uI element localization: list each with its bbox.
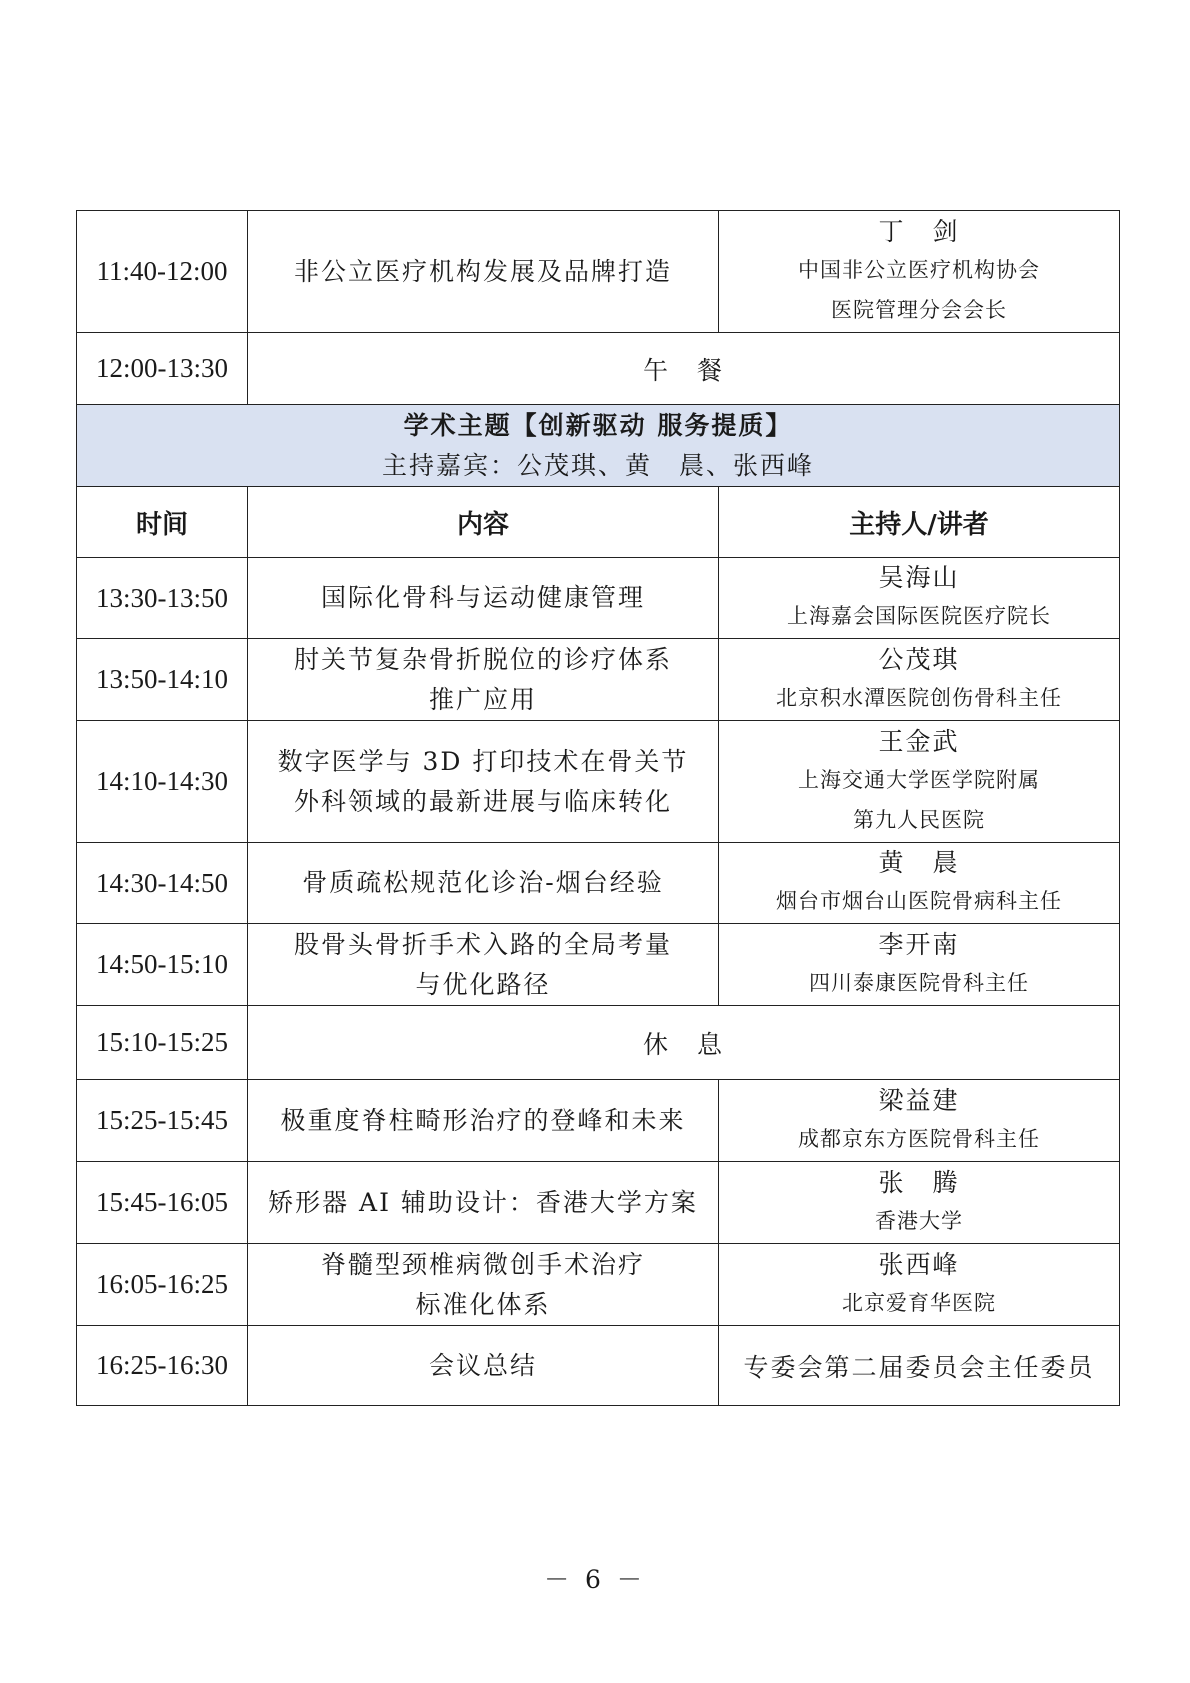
table-row xyxy=(77,333,1120,405)
table-row xyxy=(77,1326,1120,1406)
time-cell: 12:00-13:30 xyxy=(77,333,248,405)
column-header-row xyxy=(77,487,1120,558)
time-cell: 15:10-15:25 xyxy=(77,1006,248,1080)
speaker-title: 医院管理分会会长 xyxy=(831,297,1007,322)
content-cell xyxy=(248,211,719,333)
speaker-cell xyxy=(719,211,1120,333)
column-header-content: 内容 xyxy=(248,487,719,558)
speaker-title: 四川泰康医院骨科主任 xyxy=(809,970,1029,995)
speaker-name: 张 腾 xyxy=(878,1167,960,1197)
section-title: 学术主题【创新驱动 服务提质】 xyxy=(403,410,793,440)
content-line: 国际化骨科与运动健康管理 xyxy=(320,583,645,612)
speaker-cell: 专委会第二届委员会主任委员 xyxy=(719,1326,1120,1406)
content-cell xyxy=(248,1080,719,1162)
speaker-cell xyxy=(719,721,1120,843)
speaker-title: 上海嘉会国际医院医疗院长 xyxy=(787,604,1051,628)
content-line: 脊髓型颈椎病微创手术治疗 xyxy=(320,1249,645,1279)
table-row xyxy=(77,924,1120,1006)
table-row xyxy=(77,1080,1120,1162)
break-cell: 休 息 xyxy=(248,1006,1120,1080)
speaker-name: 公茂琪 xyxy=(878,644,960,674)
column-header-time: 时间 xyxy=(77,487,248,558)
section-hosts: 主持嘉宾：公茂琪、黄 晨、张西峰 xyxy=(381,450,814,480)
content-line: 矫形器 AI 辅助设计：香港大学方案 xyxy=(268,1187,698,1217)
content-cell xyxy=(248,1244,719,1326)
content-line: 与优化路径 xyxy=(415,969,551,999)
content-line: 会议总结 xyxy=(428,1350,537,1380)
table-row xyxy=(77,639,1120,721)
speaker-name: 张西峰 xyxy=(878,1249,960,1279)
content-line: 肘关节复杂骨折脱位的诊疗体系 xyxy=(293,644,672,674)
content-line: 非公立医疗机构发展及品牌打造 xyxy=(293,256,672,286)
page-number: － 6 － xyxy=(544,1565,646,1594)
time-cell: 15:25-15:45 xyxy=(77,1080,248,1162)
speaker-cell xyxy=(719,639,1120,721)
content-line: 股骨头骨折手术入路的全局考量 xyxy=(293,929,672,959)
break-cell: 午 餐 xyxy=(248,333,1120,405)
speaker-title: 上海交通大学医学院附属 xyxy=(798,767,1040,792)
content-cell xyxy=(248,1162,719,1244)
content-cell xyxy=(248,639,719,721)
speaker-cell xyxy=(719,843,1120,924)
speaker-name: 王金武 xyxy=(878,726,960,756)
agenda-table xyxy=(76,210,1120,1406)
speaker-title: 北京积水潭医院创伤骨科主任 xyxy=(776,685,1062,710)
content-cell xyxy=(248,1326,719,1406)
content-cell xyxy=(248,558,719,639)
time-cell: 16:05-16:25 xyxy=(77,1244,248,1326)
speaker-name: 梁益建 xyxy=(878,1085,960,1115)
table-row xyxy=(77,558,1120,639)
content-cell xyxy=(248,721,719,843)
time-cell: 13:50-14:10 xyxy=(77,639,248,721)
speaker-cell xyxy=(719,558,1120,639)
speaker-title: 成都京东方医院骨科主任 xyxy=(798,1126,1040,1151)
speaker-cell xyxy=(719,1244,1120,1326)
speaker-name: 黄 晨 xyxy=(878,848,960,877)
speaker-cell xyxy=(719,1080,1120,1162)
table-row xyxy=(77,1244,1120,1326)
speaker-title: 香港大学 xyxy=(875,1208,963,1233)
content-line: 标准化体系 xyxy=(415,1289,551,1319)
content-line: 推广应用 xyxy=(428,684,537,714)
time-cell: 14:10-14:30 xyxy=(77,721,248,843)
speaker-name: 吴海山 xyxy=(878,563,960,592)
table-row xyxy=(77,1162,1120,1244)
content-line: 数字医学与 3D 打印技术在骨关节 xyxy=(277,746,689,776)
time-cell: 13:30-13:50 xyxy=(77,558,248,639)
content-cell xyxy=(248,924,719,1006)
speaker-title: 北京爱育华医院 xyxy=(842,1290,996,1315)
table-row xyxy=(77,211,1120,333)
speaker-cell xyxy=(719,1162,1120,1244)
speaker-title: 中国非公立医疗机构协会 xyxy=(798,257,1040,282)
time-cell: 16:25-16:30 xyxy=(77,1326,248,1406)
speaker-cell xyxy=(719,924,1120,1006)
content-line: 外科领域的最新进展与临床转化 xyxy=(293,786,672,816)
content-cell xyxy=(248,843,719,924)
table-row xyxy=(77,843,1120,924)
speaker-name: 李开南 xyxy=(878,929,960,959)
column-header-speaker: 主持人/讲者 xyxy=(719,487,1120,558)
speaker-title: 第九人民医院 xyxy=(853,807,985,832)
speaker-name: 丁 剑 xyxy=(878,216,960,246)
speaker-title: 烟台市烟台山医院骨病科主任 xyxy=(776,889,1062,913)
time-cell: 15:45-16:05 xyxy=(77,1162,248,1244)
section-header xyxy=(77,405,1120,487)
time-cell: 14:50-15:10 xyxy=(77,924,248,1006)
table-row xyxy=(77,1006,1120,1080)
content-line: 骨质疏松规范化诊治-烟台经验 xyxy=(302,868,664,897)
time-cell: 11:40-12:00 xyxy=(77,211,248,333)
time-cell: 14:30-14:50 xyxy=(77,843,248,924)
content-line: 极重度脊柱畸形治疗的登峰和未来 xyxy=(280,1105,686,1135)
table-row xyxy=(77,721,1120,843)
